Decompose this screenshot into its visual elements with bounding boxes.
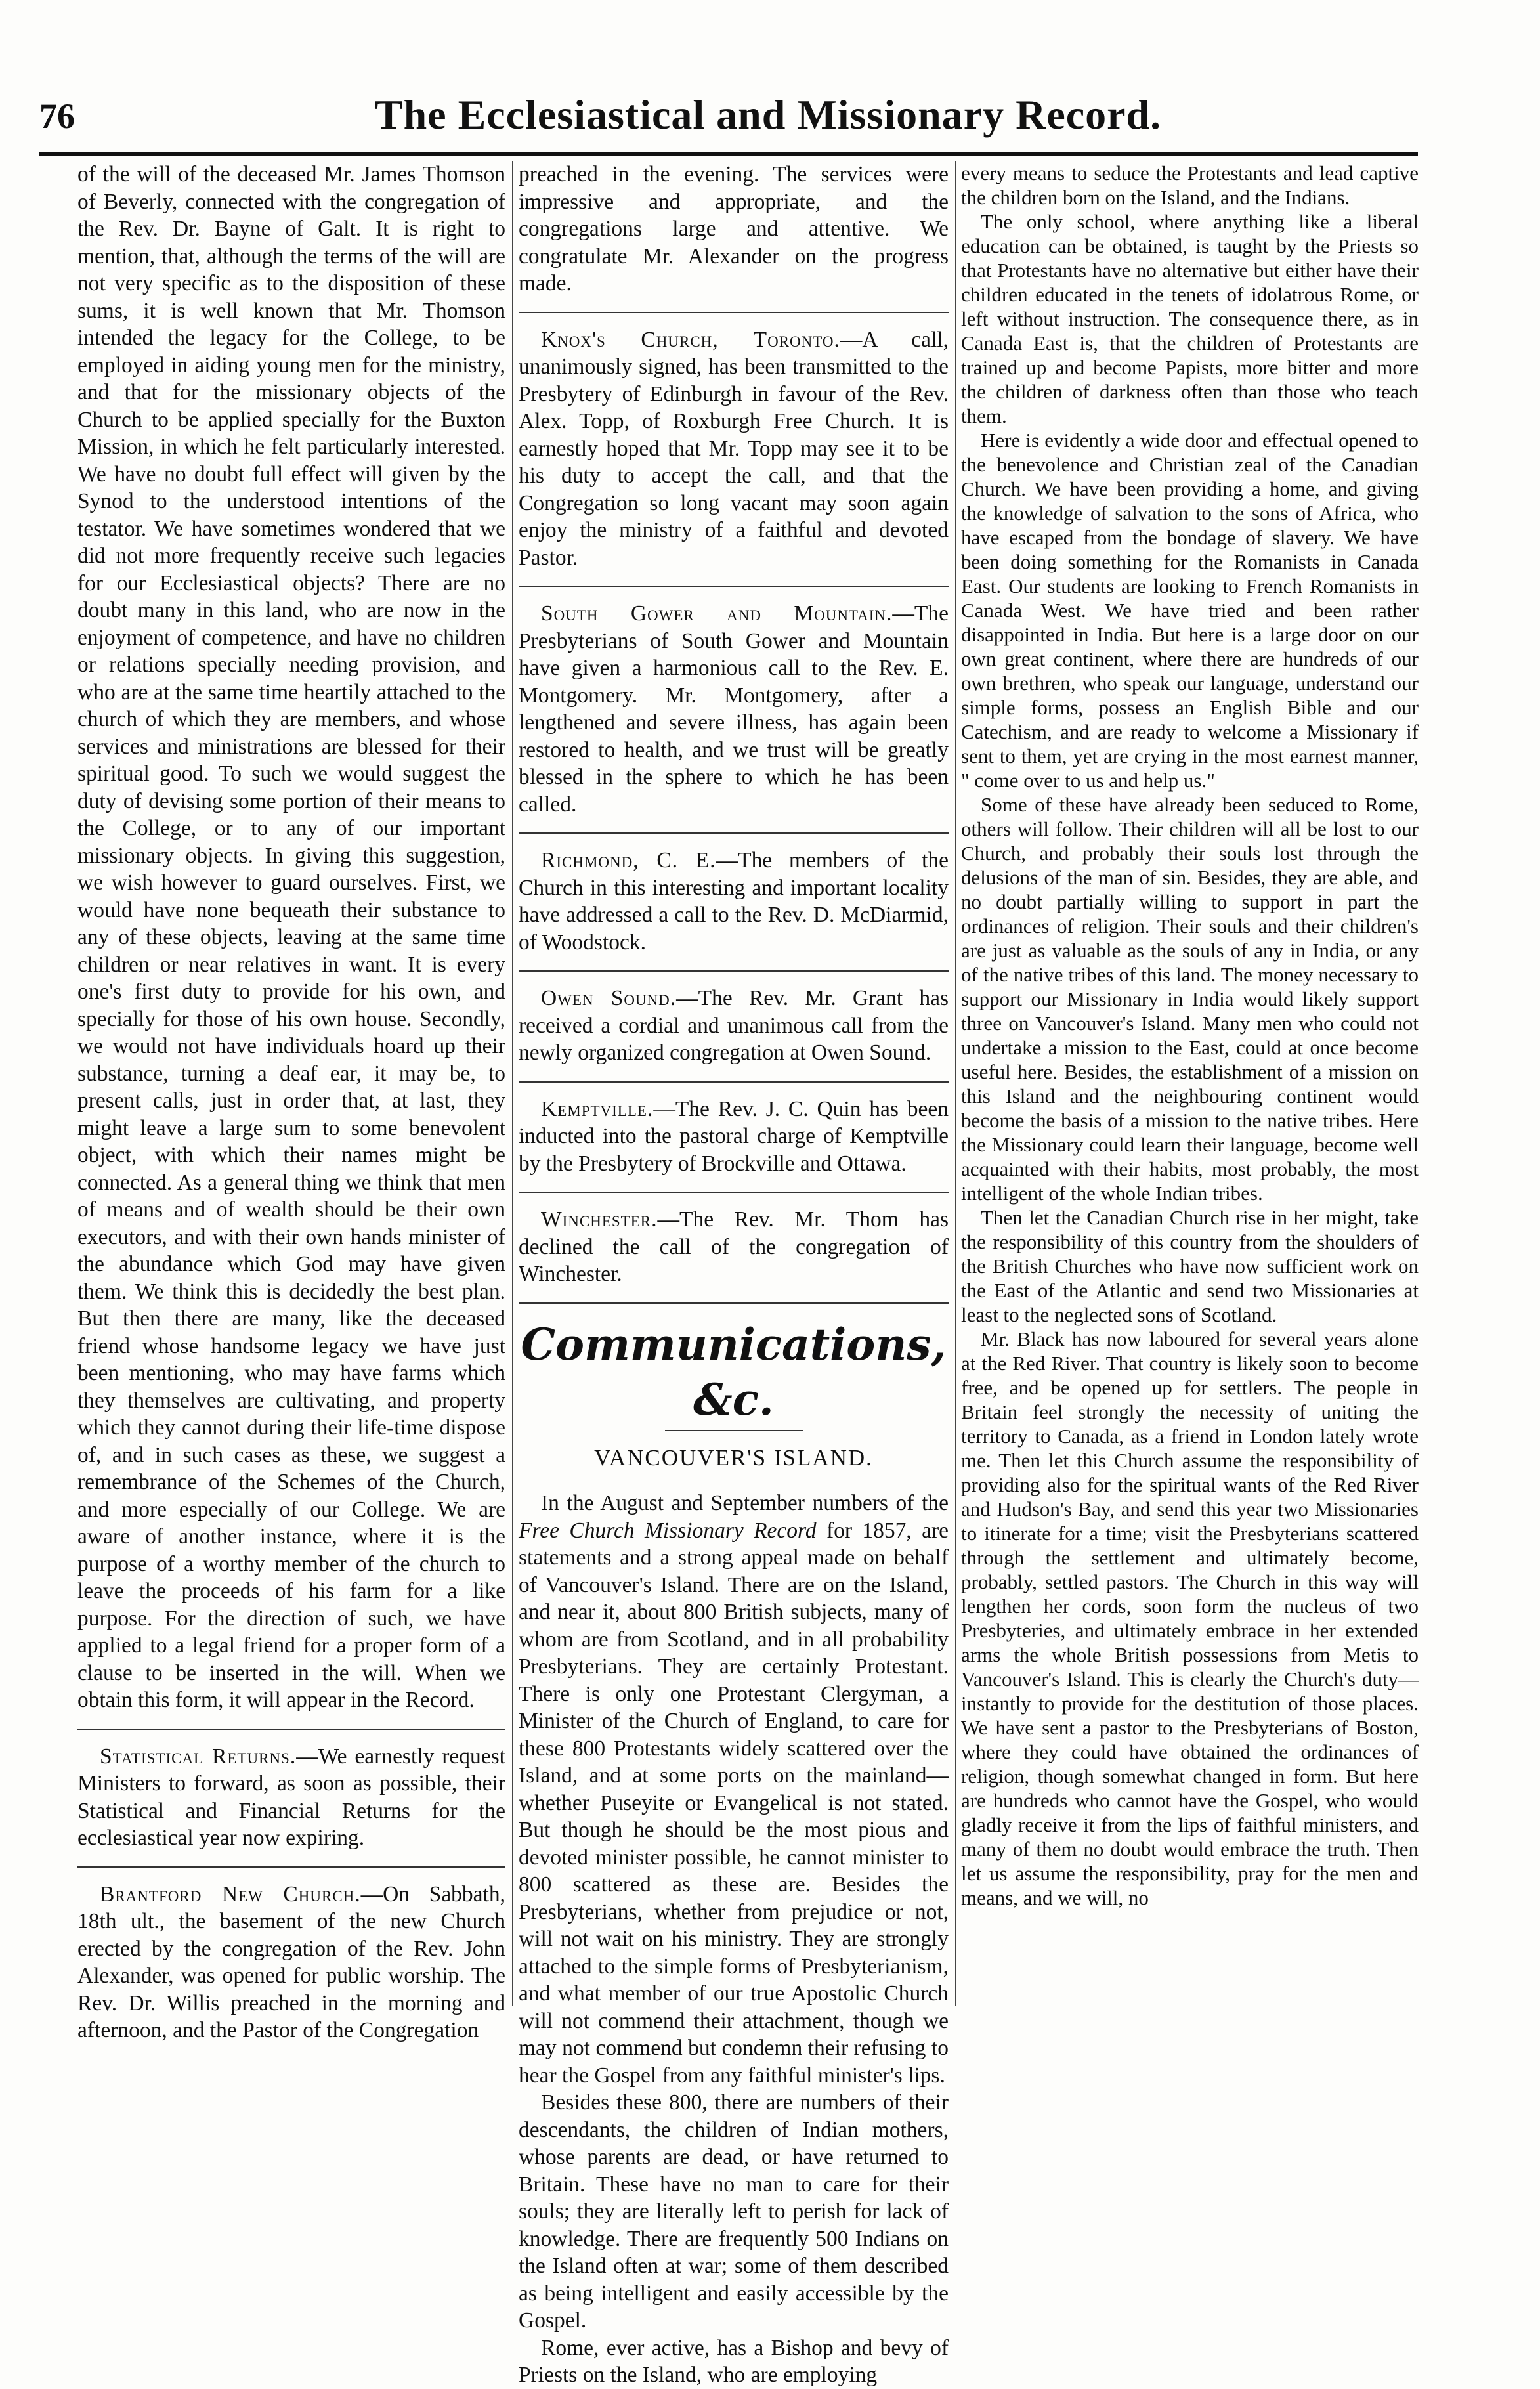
article-paragraph: of the will of the deceased Mr. James Thomson of Beverly, connected with the congregation of the Rev. Dr. Bayne of Galt. It is right to mention, that, although the terms of the will are not very specific as to the disposition of these sums, it is well known that Mr. Thomson intended the legacy for the College, to be employed in aiding young men for the ministry, and that for the missionary objects of the Church to be applied specially for the Buxton Mission, in which he felt particularly interested. We have no doubt full effect will given by the Synod to the understood intentions of the testator. We have sometimes wondered that we did not more frequently receive such legacies for our Ecclesiastical objects? There are no doubt many in this land, who are now in the enjoyment of competence, and have no children or relations specially needing provision, and who are at the same time heartily attached to the church of which they are members, and whose services and ministrations are blessed for their spiritual good. To such we would suggest the duty of devising some portion of their means to the College, or to any of our important missionary objects. In giving this suggestion, we wish however to guard ourselves. First, we would have none bequeath their substance to any of these objects, leaving at the same time children or near relatives in want. It is every one's first duty to provide for his own, and specially for those of his own house. Secondly, we would not have individuals hoard up their substance, turning a deaf ear, it may be, to present calls, just in order that, at last, they might leave a large sum to some benevolent object, with which their names might be connected. As a general thing we think that men of means and of wealth should be their own executors, and with their own hands minister of the abundance which God may have given them. We think this is decidedly the best plan. But then there are many, like the deceased friend whose handsome legacy we have just been mentioning, who may have farms which they themselves are cultivating, and property which they cannot during their life-time dispose of, and in such cases as these, we suggest a remembrance of the Schemes of the Church, and more especially of our College. We are aware of another instance, where it is the purpose of a worthy member of the church to leave the proceeds of his farm for a like purpose. For the direction of such, we have applied to a legal friend for a proper form of a clause to be inserted in the will. When we obtain this form, it will appear in the Record. bbox=[77, 162, 505, 1712]
notice-paragraph bbox=[519, 1206, 949, 1288]
paragraph-rule bbox=[519, 312, 949, 313]
paragraph-rule bbox=[77, 1729, 505, 1730]
notice-body: —The Rev. J. C. Quin has been inducted into the pastoral charge of Kemptville by the Presbytery of Brockville and Ottawa. bbox=[519, 1096, 949, 1176]
article-title: VANCOUVER'S ISLAND. bbox=[594, 1444, 873, 1471]
paragraph-rule bbox=[519, 586, 949, 587]
notice-heading: Richmond, C. E. bbox=[541, 848, 716, 872]
article-paragraph: every means to seduce the Protestants and lead captive the children born on the Island, and the Indians. bbox=[961, 161, 1419, 209]
notice-paragraph bbox=[519, 326, 949, 572]
article-paragraph bbox=[519, 1490, 949, 2089]
article-paragraph: Here is evidently a wide door and effectual opened to the benevolence and Christian zeal of the Canadian Church. We have been providing a home, and giving the knowledge of salvation to the sons of Africa, who have escaped from the bondage of slavery. We have been doing something for the Romanists in Canada East. Our students are looking to French Romanists in Canada West. We have tried and been rather disappointed in India. But here is a large door on our own great continent, where there are hundreds of our own brethren, who speak our language, understand our simple forms, possess an English Bible and our Catechism, and are ready to welcome a Missionary if sent to them, yet are crying in the most earnest manner, " come over to us and help us." bbox=[961, 429, 1419, 792]
notice-paragraph bbox=[77, 1743, 505, 1852]
notice-paragraph bbox=[519, 985, 949, 1067]
column-divider bbox=[955, 161, 956, 2006]
notice-heading: Statistical Returns. bbox=[100, 1744, 297, 1769]
column-2 bbox=[519, 161, 949, 2387]
running-title: The Ecclesiastical and Missionary Record. bbox=[374, 91, 1162, 138]
page-number: 76 bbox=[39, 97, 75, 136]
notice-heading: Winchester. bbox=[541, 1207, 658, 1232]
notice-paragraph bbox=[519, 600, 949, 818]
notice-paragraph bbox=[77, 1881, 505, 2044]
notice-heading: Kemptville. bbox=[541, 1096, 654, 1121]
notice-body: —On Sabbath, 18th ult., the basement of the new Church erected by the congregation of the Rev. John Alexander, was opened for public worship. The Rev. Dr. Willis preached in the morning and afternoon, and the Pastor of the Congregation bbox=[77, 1882, 505, 2042]
notice-body: —The Rev. Mr. Thom has declined the call of the congregation of Winchester. bbox=[519, 1207, 949, 1286]
column-3 bbox=[961, 161, 1419, 2006]
title-rule bbox=[665, 1430, 803, 1431]
notice-body: —We earnestly request Ministers to forward, as soon as possible, their Statistical and Financial Returns for the ecclesiastical year now expiring. bbox=[77, 1744, 505, 1850]
notice-paragraph bbox=[519, 847, 949, 956]
paragraph-rule bbox=[519, 832, 949, 834]
article-paragraph: Then let the Canadian Church rise in her might, take the responsibility of this country from the shoulders of the British Churches who have now sufficient work on the East of the Atlantic and send two Missionaries at least to the neglected sons of Scotland. bbox=[961, 1206, 1419, 1326]
notice-heading: Knox's Church, Toronto. bbox=[541, 327, 840, 352]
section-title: Communications, &c. bbox=[521, 1318, 947, 1425]
article-paragraph: Mr. Black has now laboured for several years alone at the Red River. That country is likely soon to become free, and be opened up for settlers. The people in Britain feel strongly the necessity of uniting the territory to Canada, as a friend in London lately wrote me. Then let this Church assume the responsibility of providing also for the spiritual wants of the Red River and Hudson's Bay, and send this year two Missionaries to itinerate for a time; visit the Presbyterians scattered through the settlement and ultimately become, probably, settled pastors. The Church in this way will lengthen her cords, soon form the nucleus of two Presbyteries, and ultimately embrace in her extended arms the whole British possessions from Metis to Vancouver's Island. This is clearly the Church's duty—instantly to provide for the destitution of those places. We have sent a pastor to the Presbyterians of Boston, where they could have obtained the ordinances of religion, though somewhat changed in form. But here are hundreds who cannot have the Gospel, who would gladly receive it from the lips of faithful ministers, and many of them no doubt would embrace the truth. Then let us assume the responsibility, pray for the men and means, and we will, no bbox=[961, 1327, 1419, 1909]
publication-title: Free Church Missionary Record bbox=[519, 1518, 817, 1543]
page-header bbox=[39, 91, 1418, 154]
paragraph-rule bbox=[519, 1081, 949, 1083]
paragraph-rule bbox=[519, 970, 949, 972]
article-paragraph: Some of these have already been seduced to Rome, others will follow. Their children will all be lost to our Church, and probably their souls lost through the delusions of the man of sin. Besides, they are able, and no doubt partially willing to support in part the ordinances of religion. Their souls and their children's are just as valuable as the souls of any in India, or any of the native tribes of this land. The money necessary to support our Missionary in India would likely support three on Vancouver's Island. Many men who could not undertake a mission to the East, could at once become useful here. Besides, the establishment of a mission on this Island and the neighbouring continent would become the basis of a mission to the native tribes. Here the Missionary could learn their language, become well acquainted with their habits, most probably, the most intelligent of the whole Indian tribes. bbox=[961, 793, 1419, 1205]
notice-heading: South Gower and Mountain. bbox=[541, 601, 893, 626]
article-paragraph: Besides these 800, there are numbers of their descendants, the children of Indian mothers, whose parents are dead, or have returned to Britain. These have no man to care for their souls; they are literally left to perish for lack of knowledge. There are frequently 500 Indians on the Island often at war; some of them described as being intelligent and easily accessible by the Gospel. bbox=[519, 2090, 949, 2333]
paragraph-rule bbox=[519, 1302, 949, 1304]
column-divider bbox=[512, 161, 513, 2006]
notice-body: —The Rev. Mr. Grant has received a cordial and unanimous call from the newly organized congregation at Owen Sound. bbox=[519, 986, 949, 1065]
paragraph-rule bbox=[77, 1866, 505, 1868]
paragraph-rule bbox=[519, 1192, 949, 1193]
paragraph-text: In the August and September numbers of the bbox=[541, 1491, 949, 1515]
article-paragraph: preached in the evening. The services were impressive and appropriate, and the congregations large and attentive. We congratulate Mr. Alexander on the progress made. bbox=[519, 162, 949, 295]
column-1 bbox=[77, 161, 505, 2042]
notice-heading: Brantford New Church. bbox=[100, 1882, 361, 1906]
notice-body: —A call, unanimously signed, has been transmitted to the Presbytery of Edinburgh in favour of the Rev. Alex. Topp, of Roxburgh Free Church. It is earnestly hoped that Mr. Topp may see it to be his duty to accept the call, and that the Congregation so long vacant may soon again enjoy the ministry of a faithful and devoted Pastor. bbox=[519, 327, 949, 570]
header-rule bbox=[39, 152, 1418, 156]
paragraph-text: for 1857, are statements and a strong appeal made on behalf of Vancouver's Island. There are on the Island, and near it, about 800 British subjects, many of whom are from Scotland, and in all probability Presbyterians. They are certainly Protestant. There is only one Protestant Clergyman, a Minister of the Church of England, to care for these 800 Protestants widely scattered over the Island, and at some ports on the mainland—whether Puseyite or Evangelical is not stated. But though he should be the most pious and devoted minister possible, he cannot minister to 800 scattered as these are. Besides the Presbyterians, whether from prejudice or not, will not wait on his ministry. They are strongly attached to the simple forms of Presbyterianism, and what member of our true Apostolic Church will not commend their attachment, though we may not commend but condemn their refusing to hear the Gospel from any faithful minister's lips. bbox=[519, 1518, 949, 2088]
article-paragraph: The only school, where anything like a liberal education can be obtained, is taught by the Priests so that Protestants have no alternative but either have their children educated in the tenets of idolatrous Rome, or left without instruction. The consequence there, as in Canada East is, that the children of Protestants are trained up and become Papists, more bitter and more the children of darkness often than those who teach them. bbox=[961, 210, 1419, 427]
notice-heading: Owen Sound. bbox=[541, 986, 677, 1010]
notice-paragraph bbox=[519, 1096, 949, 1178]
notice-body: —The members of the Church in this interesting and important locality have addressed a call to the Rev. D. McDiarmid, of Woodstock. bbox=[519, 848, 949, 955]
article-paragraph: Rome, ever active, has a Bishop and bevy of Priests on the Island, who are employing bbox=[519, 2335, 949, 2387]
notice-body: —The Presbyterians of South Gower and Mountain have given a harmonious call to the Rev. E. Montgomery. Mr. Montgomery, after a lengthened and severe illness, has again been restored to health, and we trust will be greatly blessed in the sphere to which he has been called. bbox=[519, 601, 949, 817]
